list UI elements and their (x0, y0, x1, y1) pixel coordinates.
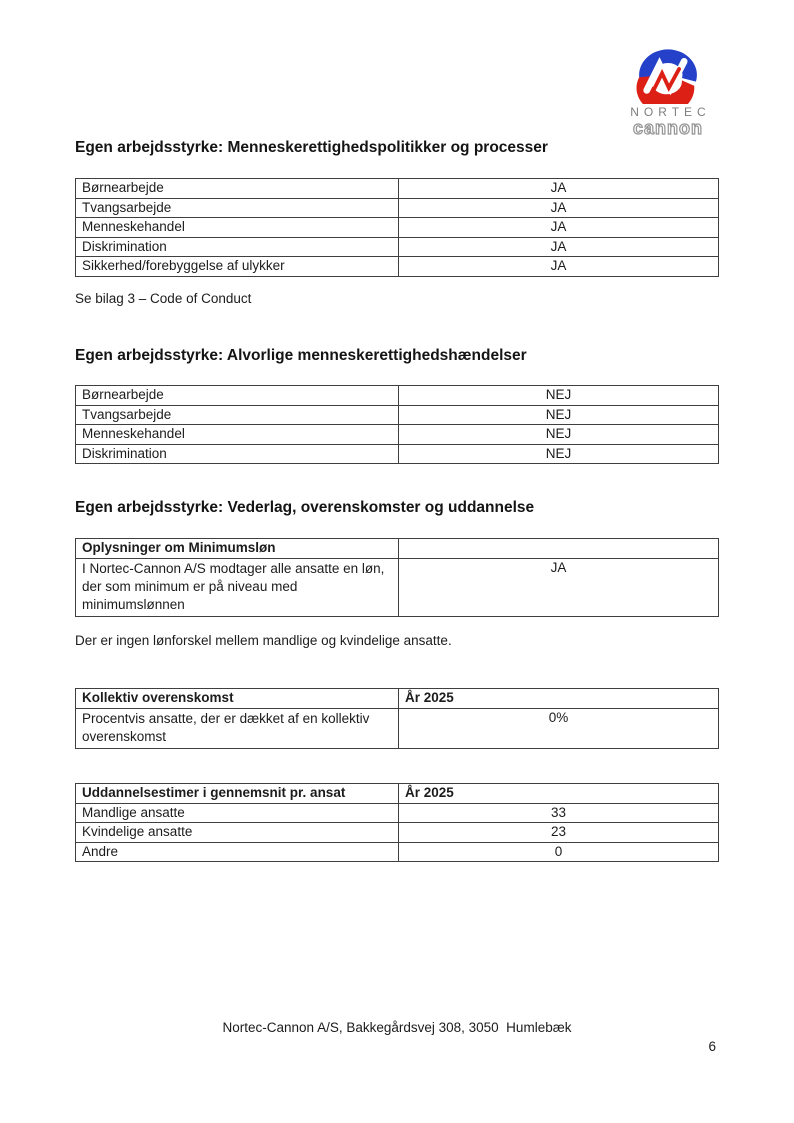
table-row (76, 842, 719, 862)
row-value: NEJ (399, 386, 719, 406)
table-row (76, 558, 719, 616)
appendix-note: Se bilag 3 – Code of Conduct (75, 291, 252, 306)
human-rights-policies-table (75, 178, 719, 277)
row-value: 0% (399, 708, 719, 748)
company-logo (618, 46, 718, 139)
logo-sub-brand-text: cannon (632, 118, 703, 138)
table-row (76, 179, 719, 199)
pay-gap-note: Der er ingen lønforskel mellem mandlige og kvindelige ansatte. (75, 633, 452, 648)
row-label: Tvangsarbejde (76, 198, 399, 218)
table-header-row (76, 539, 719, 559)
section-heading-pay-agreements-training: Egen arbejdsstyrke: Vederlag, overenskomster og uddannelse (75, 499, 535, 516)
row-value: JA (399, 218, 719, 238)
header-value (399, 539, 719, 559)
row-value: 23 (399, 823, 719, 843)
row-label: Diskrimination (76, 237, 399, 257)
header-year: År 2025 (399, 689, 719, 709)
logo-brand-text: NORTEC (630, 105, 711, 119)
row-label: Mandlige ansatte (76, 803, 399, 823)
row-value: NEJ (399, 425, 719, 445)
table-row (76, 237, 719, 257)
header-label: Kollektiv overenskomst (76, 689, 399, 709)
row-value: JA (399, 237, 719, 257)
row-label: I Nortec-Cannon A/S modtager alle ansatte en løn, der som minimum er på niveau med minimumslønnen (76, 558, 399, 616)
table-header-row (76, 784, 719, 804)
table-row (76, 257, 719, 277)
header-label: Uddannelsestimer i gennemsnit pr. ansat (76, 784, 399, 804)
row-label: Sikkerhed/forebyggelse af ulykker (76, 257, 399, 277)
row-label: Diskrimination (76, 444, 399, 464)
row-label: Tvangsarbejde (76, 405, 399, 425)
table-row (76, 823, 719, 843)
minimum-wage-table (75, 538, 719, 617)
row-value: JA (399, 257, 719, 277)
table-row (76, 425, 719, 445)
table-row (76, 444, 719, 464)
footer-address: Nortec-Cannon A/S, Bakkegårdsvej 308, 3050 Humlebæk (222, 1020, 572, 1035)
table-row (76, 708, 719, 748)
row-label: Kvindelige ansatte (76, 823, 399, 843)
collective-agreement-table (75, 688, 719, 749)
row-value: JA (399, 558, 719, 616)
table-row (76, 198, 719, 218)
row-label: Procentvis ansatte, der er dækket af en kollektiv overenskomst (76, 708, 399, 748)
row-label: Menneskehandel (76, 425, 399, 445)
row-label: Børnearbejde (76, 179, 399, 199)
table-row (76, 405, 719, 425)
nortec-cannon-logo-icon (634, 46, 702, 104)
table-row (76, 218, 719, 238)
row-value: JA (399, 179, 719, 199)
section-heading-human-rights-incidents: Egen arbejdsstyrke: Alvorlige menneskerettighedshændelser (75, 347, 527, 364)
page-number: 6 (708, 1039, 716, 1054)
human-rights-incidents-table (75, 385, 719, 464)
row-value: JA (399, 198, 719, 218)
header-label: Oplysninger om Minimumsløn (76, 539, 399, 559)
header-year: År 2025 (399, 784, 719, 804)
table-header-row (76, 689, 719, 709)
row-value: NEJ (399, 405, 719, 425)
row-label: Børnearbejde (76, 386, 399, 406)
table-row (76, 386, 719, 406)
row-label: Andre (76, 842, 399, 862)
table-row (76, 803, 719, 823)
row-value: NEJ (399, 444, 719, 464)
training-hours-table (75, 783, 719, 862)
row-value: 0 (399, 842, 719, 862)
row-label: Menneskehandel (76, 218, 399, 238)
section-heading-human-rights-policies: Egen arbejdsstyrke: Menneskerettighedspolitikker og processer (75, 139, 548, 156)
row-value: 33 (399, 803, 719, 823)
